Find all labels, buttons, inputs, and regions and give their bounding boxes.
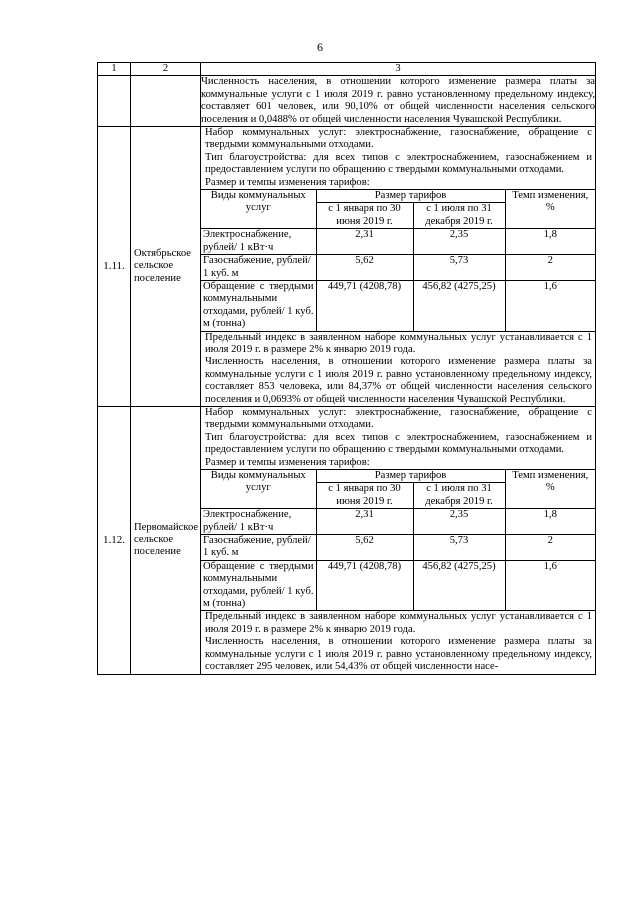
settlement-name: Первомайское сельское поселение <box>134 521 199 558</box>
settlement-name: Октябрьское сельское поселение <box>134 247 191 284</box>
table-row <box>98 127 596 407</box>
tariff-rate: 1,6 <box>505 280 595 331</box>
tariff-header-rate: Темп изменения, % <box>505 190 595 229</box>
page-number: 6 <box>317 40 323 54</box>
tariff-rate: 2 <box>505 255 595 281</box>
continuation-text <box>201 76 596 127</box>
tariff-service: Газоснабжение, рублей/ 1 куб. м <box>201 255 316 281</box>
tariff-row <box>201 509 595 535</box>
tariff-value-1: 449,71 (4208,78) <box>316 560 413 611</box>
tariff-value-1: 2,31 <box>316 509 413 535</box>
tariff-row <box>201 535 595 561</box>
header-col-3: 3 <box>201 63 596 76</box>
tariff-value-2: 5,73 <box>413 255 505 281</box>
tariff-header-rate: Темп изменения, % <box>505 470 595 509</box>
services-set: Набор коммунальных услуг: электроснабжение, газоснабжение, обращение с твердыми коммунальными отходами. <box>205 127 592 151</box>
tariff-value-1: 5,62 <box>316 255 413 281</box>
improvement-type: Тип благоустройства: для всех типов с электроснабжением, газоснабжением и предоставлением услуги по обращению с твердыми коммунальными отходами. <box>205 431 592 456</box>
header-col-1: 1 <box>98 63 131 76</box>
tariff-service: Электроснабжение, рублей/ 1 кВт·ч <box>201 509 316 535</box>
tariff-row <box>201 255 595 281</box>
tariff-value-1: 5,62 <box>316 535 413 561</box>
tariff-value-1: 2,31 <box>316 229 413 255</box>
population-paragraph: Численность населения, в отношении которого изменение размера платы за коммунальные услуги с 1 июля 2019 г. равно установленному предельному индексу, составляет 853 человека, или 84,37% от общей численности населения сельского поселения и 0,0693% от общей численности населения Чувашской Республики. <box>205 356 592 405</box>
tariff-intro: Размер и темпы изменения тарифов: <box>205 176 370 188</box>
tariff-value-2: 2,35 <box>413 229 505 255</box>
tariff-header-period-1: с 1 января по 30 июня 2019 г. <box>316 203 413 229</box>
population-paragraph: Численность населения, в отношении которого изменение размера платы за коммунальные услуги с 1 июля 2019 г. равно установленному предельному индексу, составляет 601 человек, или 90,10% от общей численности населения сельского поселения и 0,0488% от общей численности населения Чувашской Республики. <box>201 76 595 125</box>
table-row <box>98 406 596 674</box>
tariff-value-2: 2,35 <box>413 509 505 535</box>
tariff-rate: 1,8 <box>505 229 595 255</box>
tariff-header-size: Размер тарифов <box>316 470 505 483</box>
tariff-header-size: Размер тарифов <box>316 190 505 203</box>
tariff-header-service: Виды коммунальных услуг <box>201 470 316 509</box>
services-set: Набор коммунальных услуг: электроснабжение, газоснабжение, обращение с твердыми коммунальными отходами. <box>205 406 592 431</box>
tariff-value-1: 449,71 (4208,78) <box>316 280 413 331</box>
tariff-row <box>201 229 595 255</box>
tariff-value-2: 5,73 <box>413 535 505 561</box>
population-paragraph: Численность населения, в отношении которого изменение размера платы за коммунальные услуги с 1 июля 2019 г. равно установленному предельному индексу, составляет 295 человек, или 54,43% от общей численности насе- <box>205 636 592 673</box>
tariff-value-2: 456,82 (4275,25) <box>413 280 505 331</box>
continuation-row <box>98 76 596 127</box>
tariff-table <box>201 189 595 331</box>
tariff-service: Электроснабжение, рублей/ 1 кВт·ч <box>201 229 316 255</box>
tariff-header-service: Виды коммунальных услуг <box>201 190 316 229</box>
tariff-service: Газоснабжение, рублей/ 1 куб. м <box>201 535 316 561</box>
row-number: 1.11. <box>98 127 131 407</box>
tariff-row <box>201 280 595 331</box>
row-number: 1.12. <box>98 406 131 674</box>
tariff-row <box>201 560 595 611</box>
document-table <box>97 62 596 675</box>
tariff-value-2: 456,82 (4275,25) <box>413 560 505 611</box>
row-content <box>201 127 596 407</box>
limit-index: Предельный индекс в заявленном наборе коммунальных услуг устанавливается с 1 июля 2019 г. в размере 2% к январю 2019 года. <box>205 611 592 635</box>
tariff-header-period-2: с 1 июля по 31 декабря 2019 г. <box>413 483 505 509</box>
tariff-rate: 2 <box>505 535 595 561</box>
tariff-header-period-1: с 1 января по 30 июня 2019 г. <box>316 483 413 509</box>
tariff-rate: 1,8 <box>505 509 595 535</box>
tariff-service: Обращение с твердыми коммунальными отходами, рублей/ 1 куб. м (тонна) <box>201 280 316 331</box>
tariff-intro: Размер и темпы изменения тарифов: <box>205 456 370 468</box>
tariff-header-period-2: с 1 июля по 31 декабря 2019 г. <box>413 203 505 229</box>
header-col-2: 2 <box>131 63 201 76</box>
header-row <box>98 63 596 76</box>
row-content <box>201 406 596 674</box>
improvement-type: Тип благоустройства: для всех типов с электроснабжением, газоснабжением и предоставлением услуги по обращению с твердыми коммунальными отходами. <box>205 151 592 176</box>
tariff-table <box>201 469 595 611</box>
tariff-service: Обращение с твердыми коммунальными отходами, рублей/ 1 куб. м (тонна) <box>201 560 316 611</box>
limit-index: Предельный индекс в заявленном наборе коммунальных услуг устанавливается с 1 июля 2019 г. в размере 2% к январю 2019 года. <box>205 331 592 355</box>
tariff-rate: 1,6 <box>505 560 595 611</box>
